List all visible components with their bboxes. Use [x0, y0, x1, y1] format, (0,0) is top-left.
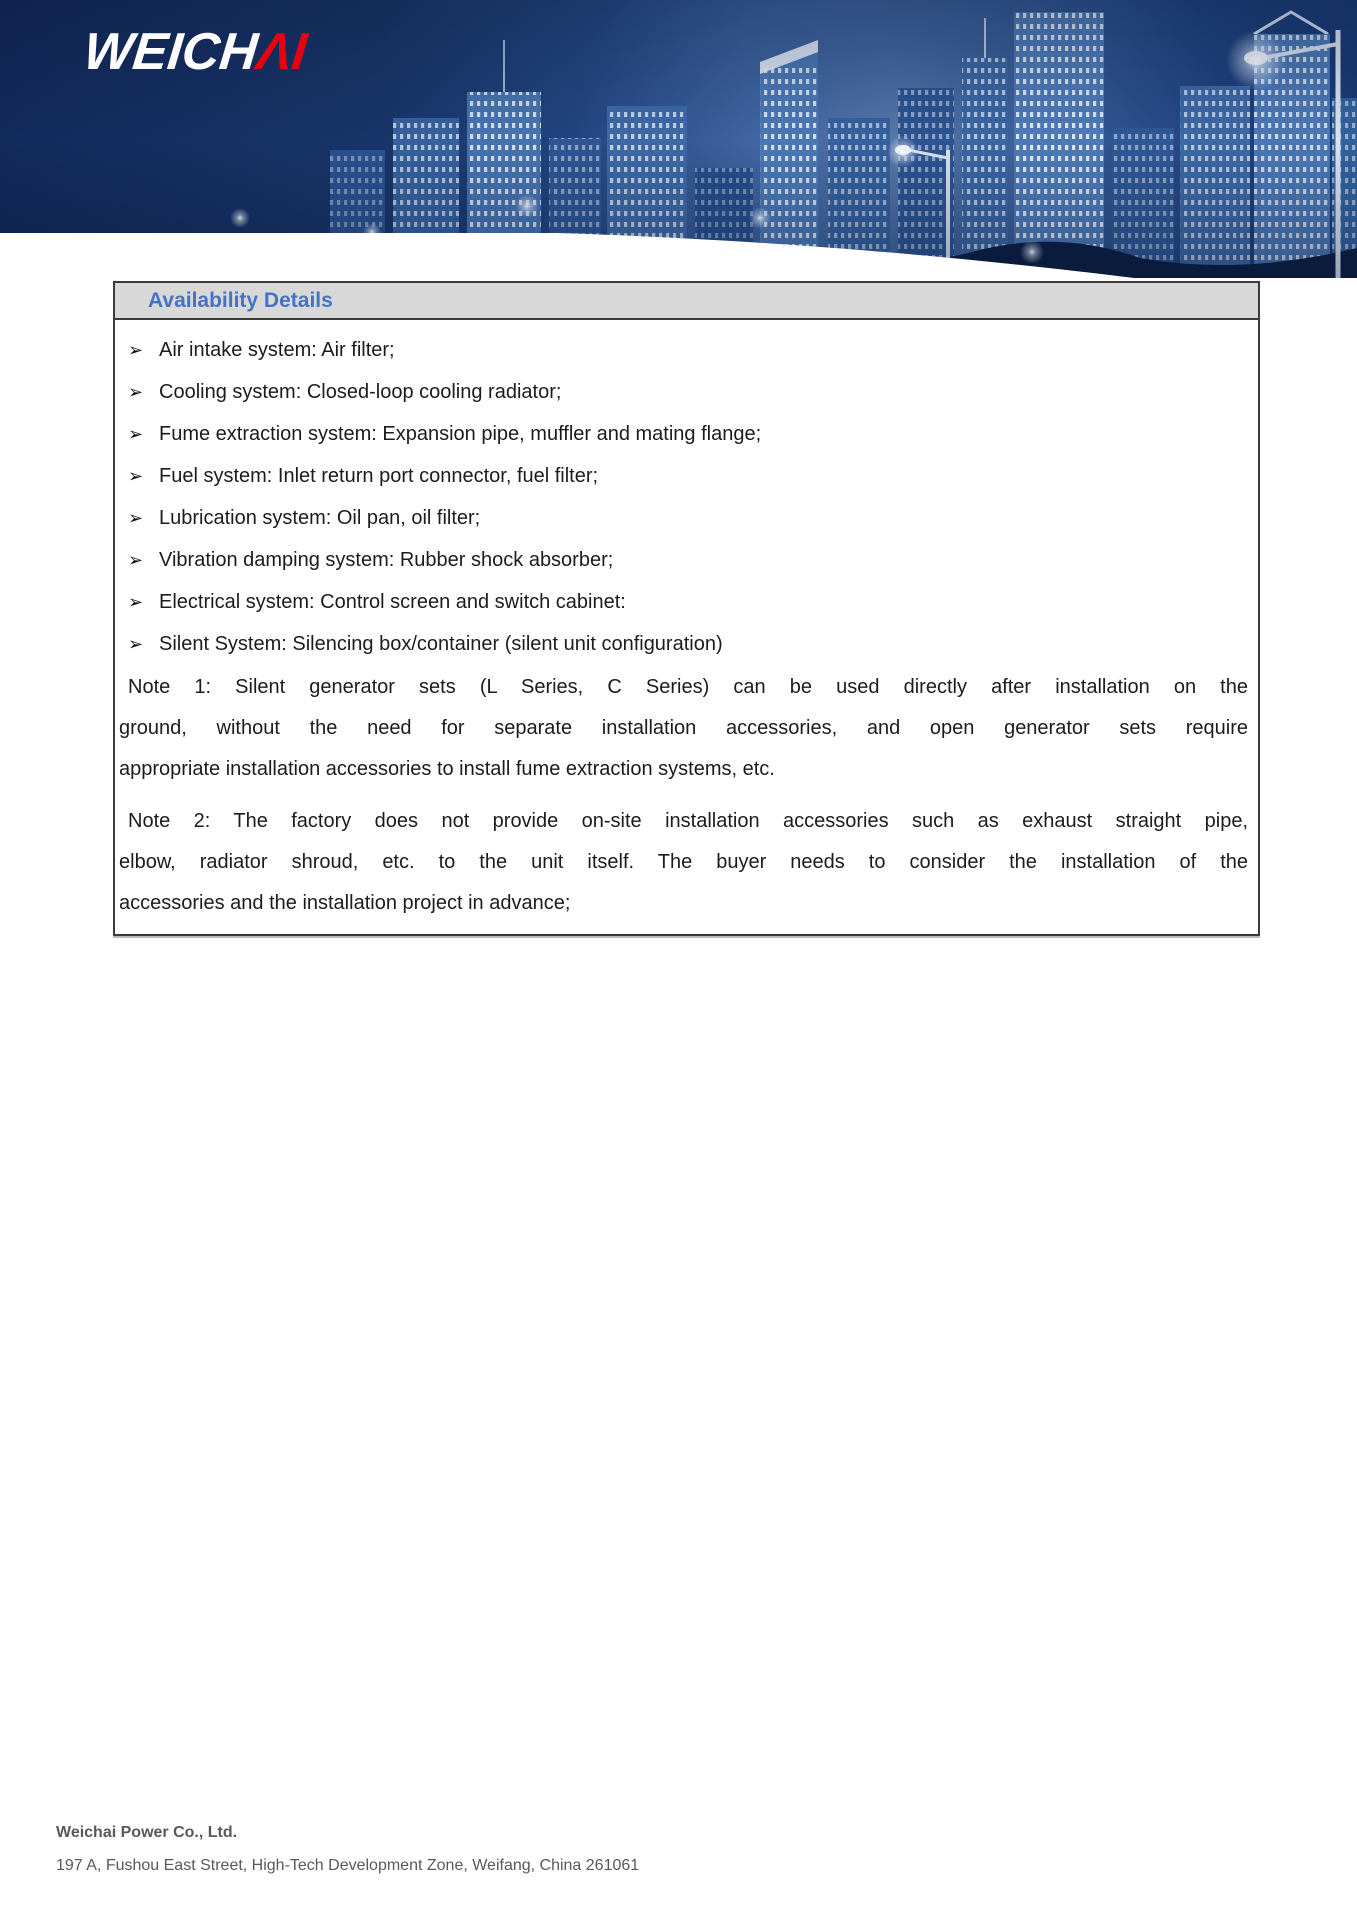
table-header [115, 283, 1258, 320]
item-text: Silent System: Silencing box/container (silent unit configuration) [159, 632, 723, 655]
logo-red-text: ΛI [254, 23, 310, 81]
list-item [117, 371, 1253, 413]
note-line: elbow, radiator shroud, etc. to the unit itself. The buyer needs to consider the installation of the [119, 851, 1248, 873]
item-text: Fuel system: Inlet return port connector, fuel filter; [159, 464, 599, 487]
logo-white-text: WEICH [80, 23, 261, 81]
item-text: Cooling system: Closed-loop cooling radiator; [159, 380, 562, 403]
note-line: appropriate installation accessories to install fume extraction systems, etc. [119, 758, 775, 780]
weichai-logo [80, 23, 310, 81]
note-line: Note 2: The factory does not provide on-site installation accessories such as exhaust straight pipe, [128, 810, 1248, 832]
list-item [117, 455, 1253, 497]
table-body [115, 320, 1258, 934]
item-text: Lubrication system: Oil pan, oil filter; [159, 506, 481, 529]
item-text: Fume extraction system: Expansion pipe, muffler and mating flange; [159, 422, 762, 445]
arrow-bullet-icon: ➢ [128, 423, 144, 444]
arrow-bullet-icon: ➢ [128, 339, 144, 360]
header-banner [0, 0, 1357, 281]
list-item [117, 497, 1253, 539]
bullet-list [117, 329, 1253, 665]
arrow-bullet-icon: ➢ [128, 381, 144, 402]
company-address: 197 A, Fushou East Street, High-Tech Development Zone, Weifang, China 261061 [56, 1857, 640, 1874]
company-name: Weichai Power Co., Ltd. [56, 1824, 238, 1841]
list-item [117, 581, 1253, 623]
item-text: Electrical system: Control screen and switch cabinet: [159, 590, 626, 613]
note [117, 801, 1253, 924]
arrow-bullet-icon: ➢ [128, 633, 144, 654]
page-footer [56, 1824, 639, 1875]
arrow-bullet-icon: ➢ [128, 591, 144, 612]
note-line: ground, without the need for separate installation accessories, and open generator sets require [119, 717, 1248, 739]
arrow-bullet-icon: ➢ [128, 549, 144, 570]
notes [117, 667, 1253, 924]
arrow-bullet-icon: ➢ [128, 465, 144, 486]
note-line: Note 1: Silent generator sets (L Series, C Series) can be used directly after installation on the [128, 676, 1248, 698]
list-item [117, 329, 1253, 371]
item-text: Air intake system: Air filter; [159, 338, 395, 361]
item-text: Vibration damping system: Rubber shock absorber; [159, 548, 614, 571]
list-item [117, 413, 1253, 455]
note-line: accessories and the installation project in advance; [119, 892, 571, 914]
table-title: Availability Details [148, 288, 333, 312]
arrow-bullet-icon: ➢ [128, 507, 144, 528]
note [117, 667, 1253, 790]
list-item [117, 539, 1253, 581]
list-item [117, 623, 1253, 665]
availability-table [113, 281, 1260, 936]
